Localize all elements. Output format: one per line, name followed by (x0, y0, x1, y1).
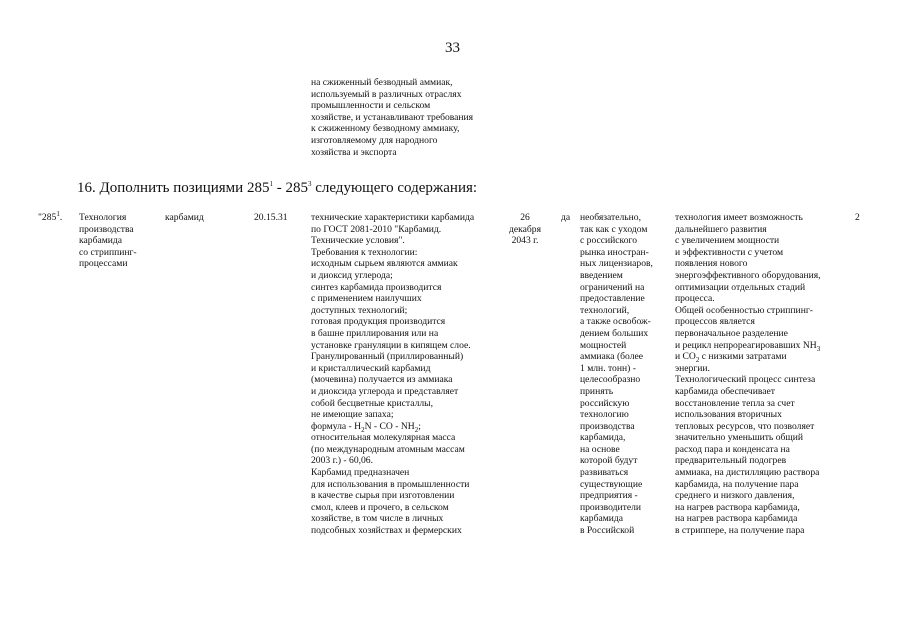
text-line: Технологический процесс синтеза (675, 374, 816, 386)
nh3-text: и рецикл непрореагировавших NH (675, 339, 817, 351)
text-line: технология имеет возможность (675, 212, 803, 223)
co2-line (675, 351, 821, 363)
text-line: со стриппинг- (79, 246, 137, 258)
text-line: с увеличением мощности (675, 235, 780, 247)
text-line: использования вторичных (675, 409, 782, 421)
nh3-line (675, 340, 821, 352)
text-line: в стриппере, на получение пара (675, 525, 805, 537)
formula-subscript-1: 2 (361, 425, 365, 434)
text-line: к сжиженному безводному аммиаку, (311, 123, 460, 135)
text-line: тепловых ресурсов, что позволяет (675, 420, 815, 432)
page-number: 33 (445, 40, 460, 56)
text-line: на нагрев раствора карбамида (675, 513, 798, 525)
notes-lines-continued (675, 363, 821, 537)
text-line: не имеющие запаха; (311, 409, 394, 421)
text-line: появления нового (675, 258, 748, 270)
text-line: на сжиженный безводный аммиак, (311, 77, 453, 88)
continuation-text (311, 77, 473, 158)
text-line: рынка иностран- (580, 246, 649, 258)
text-line: карбамида, (580, 432, 626, 444)
text-line: промышленности и сельском (311, 100, 431, 112)
text-line: Карбамид предназначен (311, 467, 410, 479)
text-line: Гранулированный (приллированный) (311, 351, 464, 363)
text-line: в башне приллирования или на (311, 327, 439, 339)
text-line: процессами (79, 258, 128, 270)
formula-text-start: формула - H (311, 420, 362, 432)
text-line: технологию (580, 409, 629, 421)
description-lines-continued (311, 432, 474, 536)
text-line: которой будут (580, 455, 638, 467)
text-line: производства (79, 223, 134, 235)
position-number-dot: . (59, 212, 63, 223)
text-line: используемый в различных отраслях (311, 88, 462, 100)
text-line: расход пара и конденсата на (675, 443, 790, 455)
text-line: аммиака (более (580, 351, 644, 363)
text-line: карбамида (580, 513, 624, 525)
text-line: так как с уходом (580, 223, 648, 235)
text-line: российскую (580, 397, 630, 409)
cell-date (505, 212, 545, 247)
text-line: в Российской (580, 525, 635, 537)
text-line: карбамид (165, 212, 204, 223)
text-line: хозяйства и экспорта (311, 146, 397, 158)
formula-text-end: ; (418, 420, 421, 432)
text-line: на основе (580, 443, 620, 455)
text-line: 2043 г. (511, 235, 539, 247)
text-line: восстановление тепла за счет (675, 397, 795, 409)
text-line: производства (580, 420, 635, 432)
text-line: для использования в промышленности (311, 478, 470, 490)
cell-technology-name (79, 212, 137, 270)
heading-superscript-1: 1 (269, 180, 273, 188)
cell-okpd-code (254, 212, 288, 224)
heading-text-start: 16. Дополнить позициями 285 (77, 180, 270, 196)
text-line: с применением наилучших (311, 293, 422, 305)
formula-line (311, 421, 474, 433)
text-line: процессов является (675, 316, 755, 328)
text-line: с российского (580, 235, 637, 247)
text-line: и диоксида углерода и представляет (311, 385, 459, 397)
text-line: 26 (520, 212, 530, 223)
text-line: исходным сырьем являются аммиак (311, 258, 458, 270)
text-line: Технология (79, 212, 127, 223)
text-line: дальнейшего развития (675, 223, 767, 235)
text-line: ограничений на (580, 281, 645, 293)
text-line: готовая продукция производится (311, 316, 446, 328)
cell-technology-notes (675, 212, 821, 537)
text-line: среднего и низкого давления, (675, 490, 795, 502)
notes-lines (675, 212, 821, 340)
text-line: аммиака, на дистилляцию раствора (675, 467, 820, 479)
text-line: и диоксид углерода; (311, 269, 393, 281)
co2-subscript: 2 (695, 356, 700, 365)
text-line: а также освобож- (580, 316, 651, 328)
text-line: энергии. (675, 362, 710, 374)
text-line: предварительный подогрев (675, 455, 787, 467)
text-line: 2003 г.) - 60,06. (311, 455, 374, 467)
text-line: собой бесцветные кристаллы, (311, 397, 433, 409)
text-line: карбамида, на получение пара (675, 478, 799, 490)
heading-text-middle: - 285 (272, 180, 308, 196)
text-line: на нагрев раствора карбамида, (675, 501, 800, 513)
text-line: в качестве сырья при изготовлении (311, 490, 455, 502)
text-line: развиваться (580, 467, 629, 479)
text-line: предприятия - (580, 490, 638, 502)
text-line: декабря (508, 223, 541, 235)
text-line: смол, клеев и прочего, в сельском (311, 501, 449, 513)
text-line: карбамида (79, 235, 123, 247)
text-line: первоначальное разделение (675, 327, 788, 339)
text-line: и кристаллический карбамид (311, 362, 431, 374)
cell-justification (580, 212, 653, 537)
text-line: Общей особенностью стриппинг- (675, 304, 813, 316)
text-line: предоставление (580, 293, 645, 305)
text-line: технологий, (580, 304, 630, 316)
co2-text-start: и CO (675, 351, 696, 363)
text-line: по ГОСТ 2081-2010 "Карбамид. (311, 223, 442, 235)
cell-number: 2 (855, 212, 860, 223)
text-line: технические характеристики карбамида (311, 212, 475, 223)
text-line: необязательно, (580, 212, 641, 223)
text-line: 20.15.31 (254, 212, 288, 223)
text-line: синтез карбамида производится (311, 281, 442, 293)
description-lines (311, 212, 474, 421)
heading-superscript-2: 3 (307, 180, 312, 188)
section-heading (77, 180, 477, 197)
position-number-text: "285 (38, 212, 57, 223)
text-line: принять (580, 385, 614, 397)
cell-description (311, 212, 474, 537)
text-line: хозяйстве, и устанавливают требования (311, 111, 474, 123)
row-position-number (38, 209, 63, 224)
text-line: Требования к технологии: (311, 246, 418, 258)
text-line: энергоэффективного оборудования, (675, 269, 821, 281)
text-line: дением больших (580, 327, 649, 339)
formula-subscript-2: 2 (414, 425, 419, 434)
text-line: установке грануляции в кипящем слое. (311, 339, 471, 351)
text-line: оптимизации отдельных стадий (675, 281, 806, 293)
text-line: доступных технологий; (311, 304, 408, 316)
text-line: (по международным атомным массам (311, 443, 465, 455)
text-line: процесса. (675, 293, 715, 305)
cell-product (165, 212, 204, 224)
text-line: изготовляемому для народного (311, 134, 438, 146)
position-number-superscript: 1 (56, 209, 60, 218)
text-line: да (561, 212, 571, 223)
text-line: мощностей (580, 339, 627, 351)
text-line: относительная молекулярная масса (311, 432, 456, 444)
text-line: 1 млн. тонн) - (580, 362, 636, 374)
nh3-subscript: 3 (816, 344, 821, 353)
text-line: существующие (580, 478, 643, 490)
heading-text-end: следующего содержания: (311, 180, 478, 196)
text-line: целесообразно (580, 374, 641, 386)
text-line: введением (580, 269, 623, 281)
text-line: и эффективности с учетом (675, 246, 784, 258)
text-line: хозяйстве, в том числе в личных (311, 513, 444, 525)
text-line: (мочевина) получается из аммиака (311, 374, 453, 386)
text-line: значительно уменьшить общий (675, 432, 804, 444)
formula-text-middle: N - CO - NH (364, 420, 415, 432)
co2-text-end: с низкими затратами (699, 351, 787, 363)
text-line: подсобных хозяйствах и фермерских (311, 525, 462, 537)
text-line: ных лицензиаров, (580, 258, 653, 270)
text-line: производители (580, 501, 642, 513)
text-line: карбамида обеспечивает (675, 385, 775, 397)
cell-yes-flag (561, 212, 570, 224)
text-line: Технические условия". (311, 235, 405, 247)
